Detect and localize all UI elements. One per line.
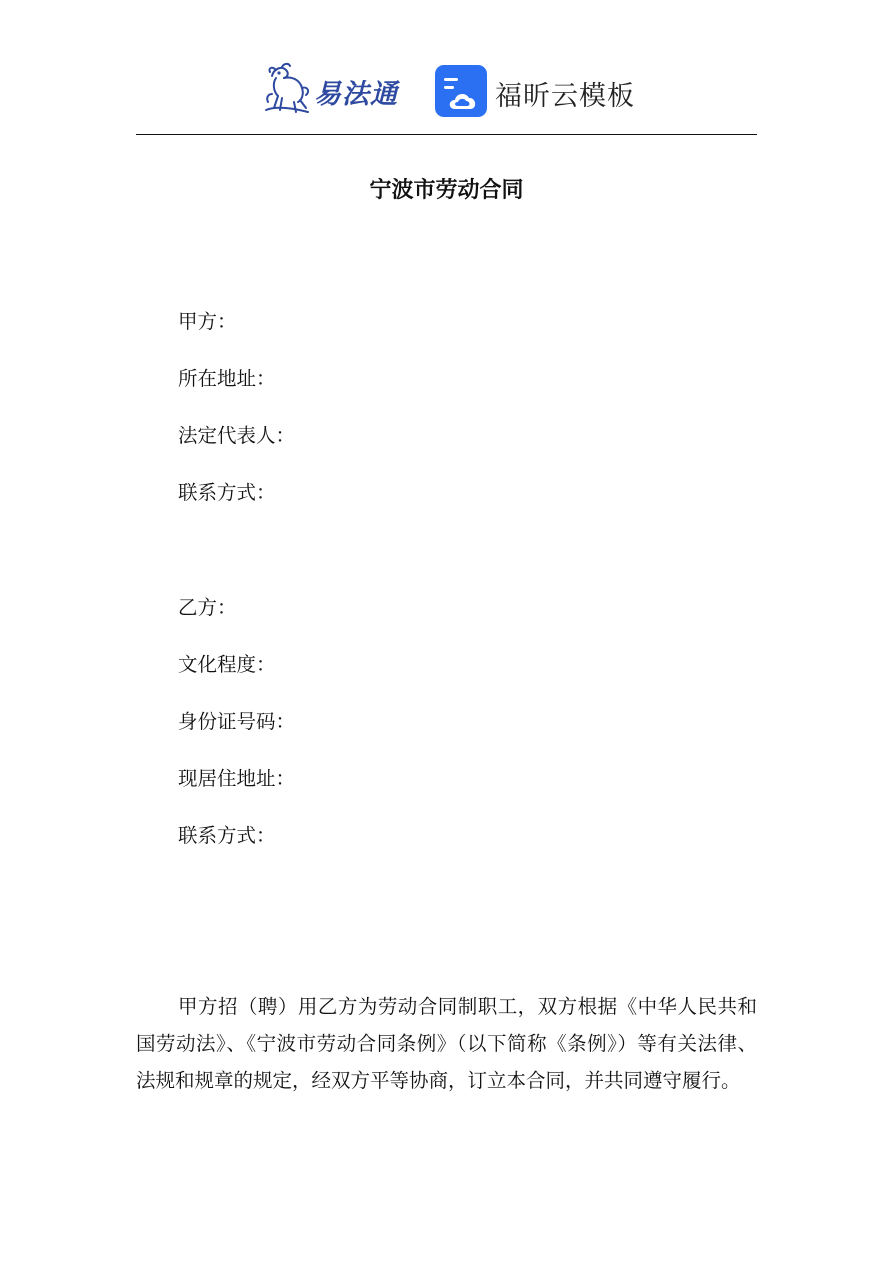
yifatong-logo <box>262 62 414 116</box>
qilin-mascot-icon <box>262 62 312 116</box>
document-title: 宁波市劳动合同 <box>369 177 524 203</box>
party-a-name-field: 甲方： <box>178 310 237 333</box>
party-b-contact-field: 联系方式： <box>178 824 276 847</box>
party-b-name-field: 乙方： <box>178 596 237 619</box>
party-b-id-number-field: 身份证号码： <box>178 710 296 733</box>
foxit-template-logo <box>435 65 635 117</box>
party-a-address-field: 所在地址： <box>178 367 276 390</box>
party-b-address-field: 现居住地址： <box>178 767 296 790</box>
page-header <box>0 0 893 136</box>
foxit-template-wordmark: 福昕云模板 <box>495 81 635 112</box>
party-b-education-field: 文化程度： <box>178 653 276 676</box>
party-a-legal-rep-field: 法定代表人： <box>178 424 296 447</box>
yifatong-wordmark: 易法通 <box>314 79 398 110</box>
party-a-contact-field: 联系方式： <box>178 481 276 504</box>
header-divider <box>136 134 757 135</box>
preamble-paragraph: 甲方招（聘）用乙方为劳动合同制职工，双方根据《中华人民共和国劳动法》、《宁波市劳动合同条例》（以下简称《条例》）等有关法律、法规和规章的规定，经双方平等协商，订立本合同，并共同遵守履行。 <box>136 995 757 1092</box>
cloud-document-icon <box>435 65 487 117</box>
